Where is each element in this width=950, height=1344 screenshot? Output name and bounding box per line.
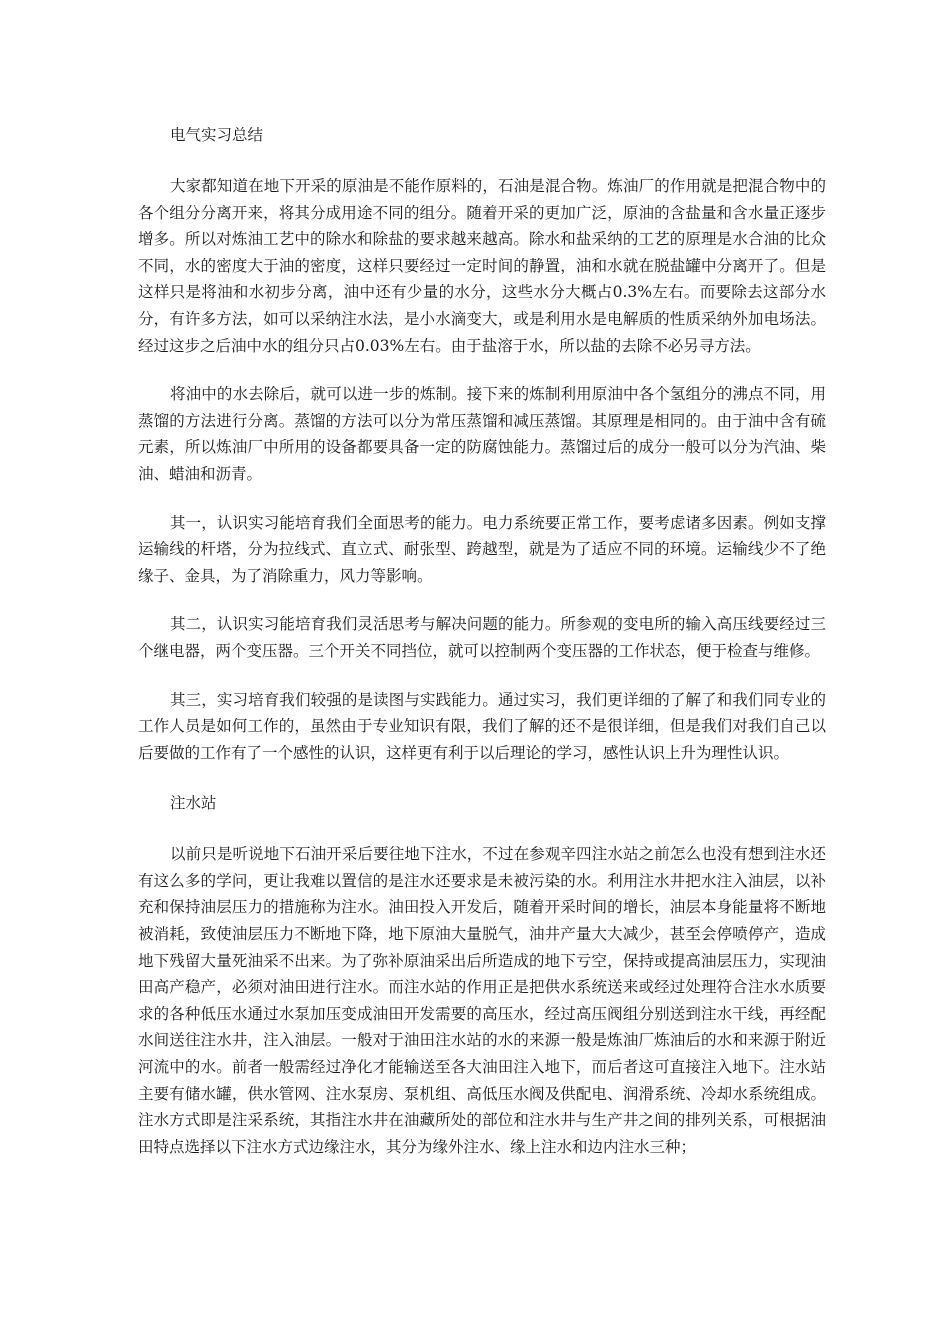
paragraph-distillation: 将油中的水去除后，就可以进一步的炼制。接下来的炼制利用原油中各个氢组分的沸点不同，用蒸馏的方法进行分离。蒸馏的方法可以分为常压蒸馏和减压蒸馏。其原理是相同的。由于油中含有硫元素，所以炼油厂中所用的设备都要具备一定的防腐蚀能力。蒸馏过后的成分一般可以分为汽油、柴油、蜡油和沥青。 (138, 385, 826, 483)
document-title: 电气实习总结 (170, 126, 264, 144)
spacer (138, 665, 826, 687)
paragraph-point-three: 其三，实习培育我们较强的是读图与实践能力。通过实习，我们更详细的了解了和我们同专业的工作人员是如何工作的，虽然由于专业知识有限，我们了解的还不是很详细，但是我们对我们自己以后要做的工作有了一个感性的认识，这样更有利于以后理论的学习，感性认识上升为理性认识。 (138, 690, 826, 762)
spacer (138, 359, 826, 381)
paragraph-point-one: 其一，认识实习能培育我们全面思考的能力。电力系统要正常工作，要考虑诸多因素。例如支撑运输线的杆塔，分为拉线式、直立式、耐张型、跨越型，就是为了适应不同的环境。运输线少不了绝缘子、金具，为了消除重力，风力等影响。 (138, 513, 826, 585)
paragraph-desalting: 大家都知道在地下开采的原油是不能作原料的，石油是混合物。炼油厂的作用就是把混合物中的各个组分分离开来，将其分成用途不同的组分。随着开采的更加广泛，原油的含盐量和含水量正逐步增多。所以对炼油工艺中的除水和除盐的要求越来越高。除水和盐采纳的工艺的原理是水合油的比众不同，水的密度大于油的密度，这样只要经过一定时间的静置，油和水就在脱盐罐中分离开了。但是这样只是将油和水初步分离，油中还有少量的水分，这些水分大概占0.3%左右。而要除去这部分水分，有许多方法，如可以采纳注水法，是小水滴变大，或是利用水是电解质的性质采纳外加电场法。经过这步之后油中水的组分只占0.03%左右。由于盐溶于水，所以盐的去除不必另寻方法。 (138, 177, 826, 355)
section-title-water-injection: 注水站 (170, 794, 217, 813)
document-page (138, 120, 826, 1160)
spacer (138, 151, 826, 173)
paragraph-water-injection: 以前只是听说地下石油开采后要往地下注水，不过在参观辛四注水站之前怎么也没有想到注水还有这么多的学问，更让我难以置信的是注水还要求是未被污染的水。利用注水井把水注入油层，以补充和保持油层压力的措施称为注水。油田投入开发后，随着开采时间的增长，油层本身能量将不断地被消耗，致使油层压力不断地下降，地下原油大量脱气，油井产量大大减少，甚至会停喷停产，造成地下残留大量死油采不出来。为了弥补原油采出后所造成的地下亏空，保持或提高油层压力，实现油田高产稳产，必须对油田进行注水。而注水站的作用正是把供水系统送来或经过处理符合注水水质要求的各种低压水通过水泵加压变成油田开发需要的高压水，经过高压阀组分别送到注水干线，再经配水间送往注水井，注入油层。一般对于油田注水站的水的来源一般是炼油厂炼油后的水和来源于附近河流中的水。前者一般需经过净化才能输送至各大油田注入地下，而后者这可直接注入地下。注水站主要有储水罐，供水管网、注水泵房、泵机组、高低压水阀及供配电、润滑系统、冷却水系统组成。注水方式即是注采系统，其指注水井在油藏所处的部位和注水井与生产井之间的排列关系，可根据油田特点选择以下注水方式边缘注水，其分为缘外注水、缘上注水和边内注水三种； (138, 845, 826, 1156)
spacer (138, 488, 826, 510)
spacer (138, 589, 826, 611)
paragraph-point-two: 其二，认识实习能培育我们灵活思考与解决问题的能力。所参观的变电所的输入高压线要经过三个继电器，两个变压器。三个开关不同挡位，就可以控制两个变压器的工作状态，便于检查与维修。 (138, 615, 826, 660)
spacer (138, 766, 826, 788)
spacer (138, 819, 826, 841)
